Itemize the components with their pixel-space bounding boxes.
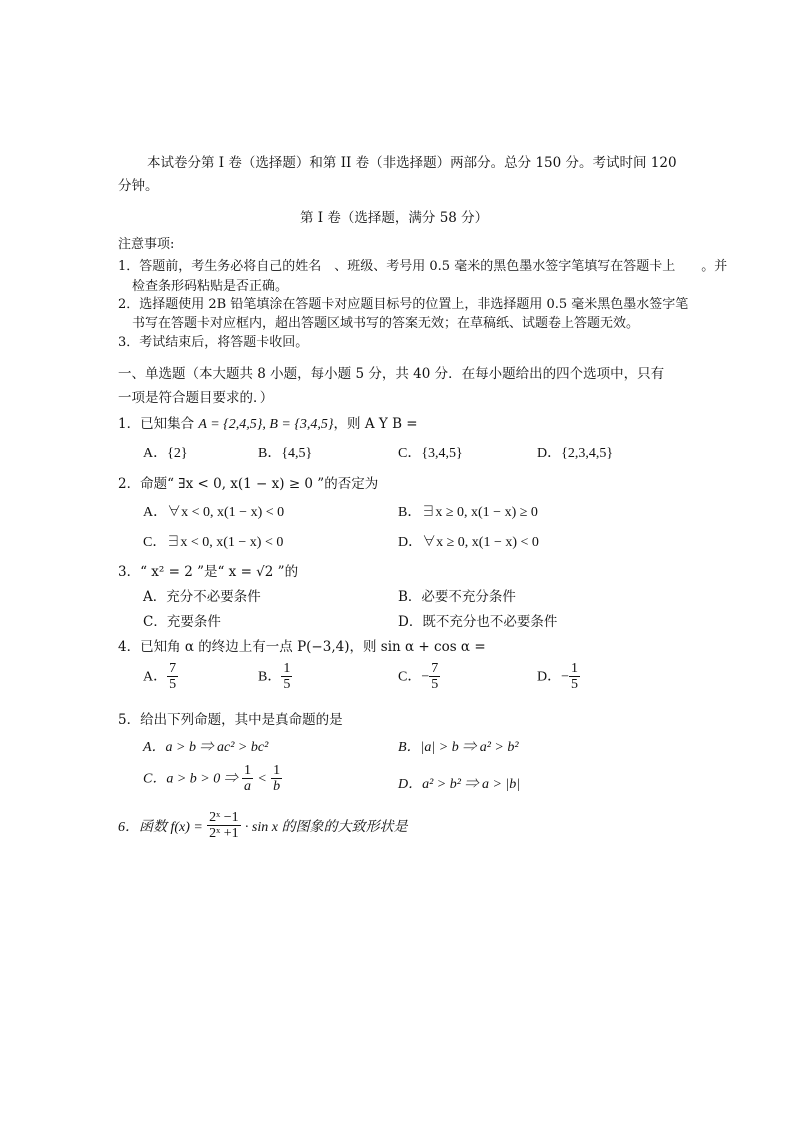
- question-1-stem: [118, 412, 418, 433]
- q4-option-d: D．− $\frac{1}{5}$: [537, 661, 579, 693]
- q2-option-c: C．∃x < 0, x(1 − x) < 0: [143, 535, 284, 550]
- section-1-line-2: 一项是符合题目要求的．）: [118, 390, 274, 406]
- q4-b-fraction: $\frac{1}{5}$: [283, 661, 291, 693]
- question-6-stem: 6．函数 f(x) = $\frac{\text{2ˣ −1}}{\text{2ˣ +1}}$ · sin x 的图象的大致形状是: [118, 810, 408, 842]
- q3-option-a: A．充分不必要条件: [143, 589, 261, 605]
- q3-option-d: D．既不充分也不必要条件: [398, 614, 558, 630]
- q5-option-d: D．a² > b² ⇒ a > |b|: [398, 777, 521, 792]
- q4-option-c: C．− $\frac{7}{5}$: [398, 661, 439, 693]
- question-2-stem: 2．命题“ ∃x < 0, x(1 − x) ≥ 0 ”的否定为: [118, 476, 379, 492]
- q1-expression: A = {2,4,5}, B = {3,4,5}: [198, 417, 334, 432]
- q5-c-fraction-2: $\frac{1}{b}$: [273, 763, 281, 795]
- q1-prefix: 1．已知集合: [118, 416, 199, 432]
- intro-line-1: 本试卷分第 I 卷（选择题）和第 II 卷（非选择题）两部分。总分 150 分。考试时间 120: [147, 155, 677, 171]
- q3-option-b: B．必要不充分条件: [398, 589, 516, 605]
- q1-suffix: ，则 A Y B =: [333, 416, 418, 432]
- intro-line-2: 分钟。: [118, 178, 159, 194]
- note-1-line-2: 检查条形码粘贴是否正确。: [132, 279, 289, 294]
- q2-option-a: A．∀x < 0, x(1 − x) < 0: [143, 505, 285, 520]
- q5-option-a: A．a > b ⇒ ac² > bc²: [143, 740, 269, 755]
- q1-option-a: A．{2}: [143, 446, 188, 461]
- q2-option-b: B．∃x ≥ 0, x(1 − x) ≥ 0: [398, 505, 538, 520]
- notes-heading: 注意事项:: [118, 237, 175, 252]
- part-title: 第 I 卷（选择题，满分 58 分）: [300, 210, 489, 226]
- question-5-stem: 5．给出下列命题，其中是真命题的是: [118, 712, 343, 728]
- q6-fraction: $\frac{\text{2ˣ −1}}{\text{2ˣ +1}}$: [209, 810, 239, 842]
- q1-option-d: D．{2,3,4,5}: [537, 446, 614, 461]
- q4-c-fraction: $\frac{7}{5}$: [431, 661, 439, 693]
- q1-option-c: C．{3,4,5}: [398, 446, 463, 461]
- q5-option-c: C．a > b > 0 ⇒ $\frac{1}{a}$ < $\frac{1}{b}$: [143, 763, 281, 795]
- note-1-line-1: 1．答题前，考生务必将自己的姓名 、班级、考号用 0.5 毫米的黑色墨水签字笔填写在答题卡上 。并: [118, 259, 728, 274]
- q2-option-d: D．∀x ≥ 0, x(1 − x) < 0: [398, 535, 539, 550]
- q4-a-fraction: $\frac{7}{5}$: [169, 661, 177, 693]
- note-2-line-2: 书写在答题卡对应框内，超出答题区域书写的答案无效；在草稿纸、试题卷上答题无效。: [132, 316, 640, 331]
- q4-option-a: A． $\frac{7}{5}$: [143, 661, 177, 693]
- q4-option-b: B． $\frac{1}{5}$: [258, 661, 291, 693]
- question-3-stem: 3．“ x² = 2 ”是“ x = √2 ”的: [118, 564, 299, 580]
- q3-option-c: C．充要条件: [143, 614, 221, 630]
- note-2-line-1: 2．选择题使用 2B 铅笔填涂在答题卡对应题目标号的位置上，非选择题用 0.5 毫米黑色墨水签字笔: [118, 297, 689, 312]
- question-4-stem: 4．已知角 α 的终边上有一点 P(−3,4)，则 sin α + cos α =: [118, 639, 486, 655]
- q5-option-b: B．|a| > b ⇒ a² > b²: [398, 740, 519, 755]
- q1-option-b: B．{4,5}: [258, 446, 313, 461]
- q4-d-fraction: $\frac{1}{5}$: [571, 661, 579, 693]
- section-1-line-1: 一、单选题（本大题共 8 小题，每小题 5 分，共 40 分．在每小题给出的四个选项中，只有: [118, 366, 665, 382]
- note-3: 3．考试结束后，将答题卡收回。: [118, 335, 309, 350]
- q5-c-fraction-1: $\frac{1}{a}$: [244, 763, 252, 795]
